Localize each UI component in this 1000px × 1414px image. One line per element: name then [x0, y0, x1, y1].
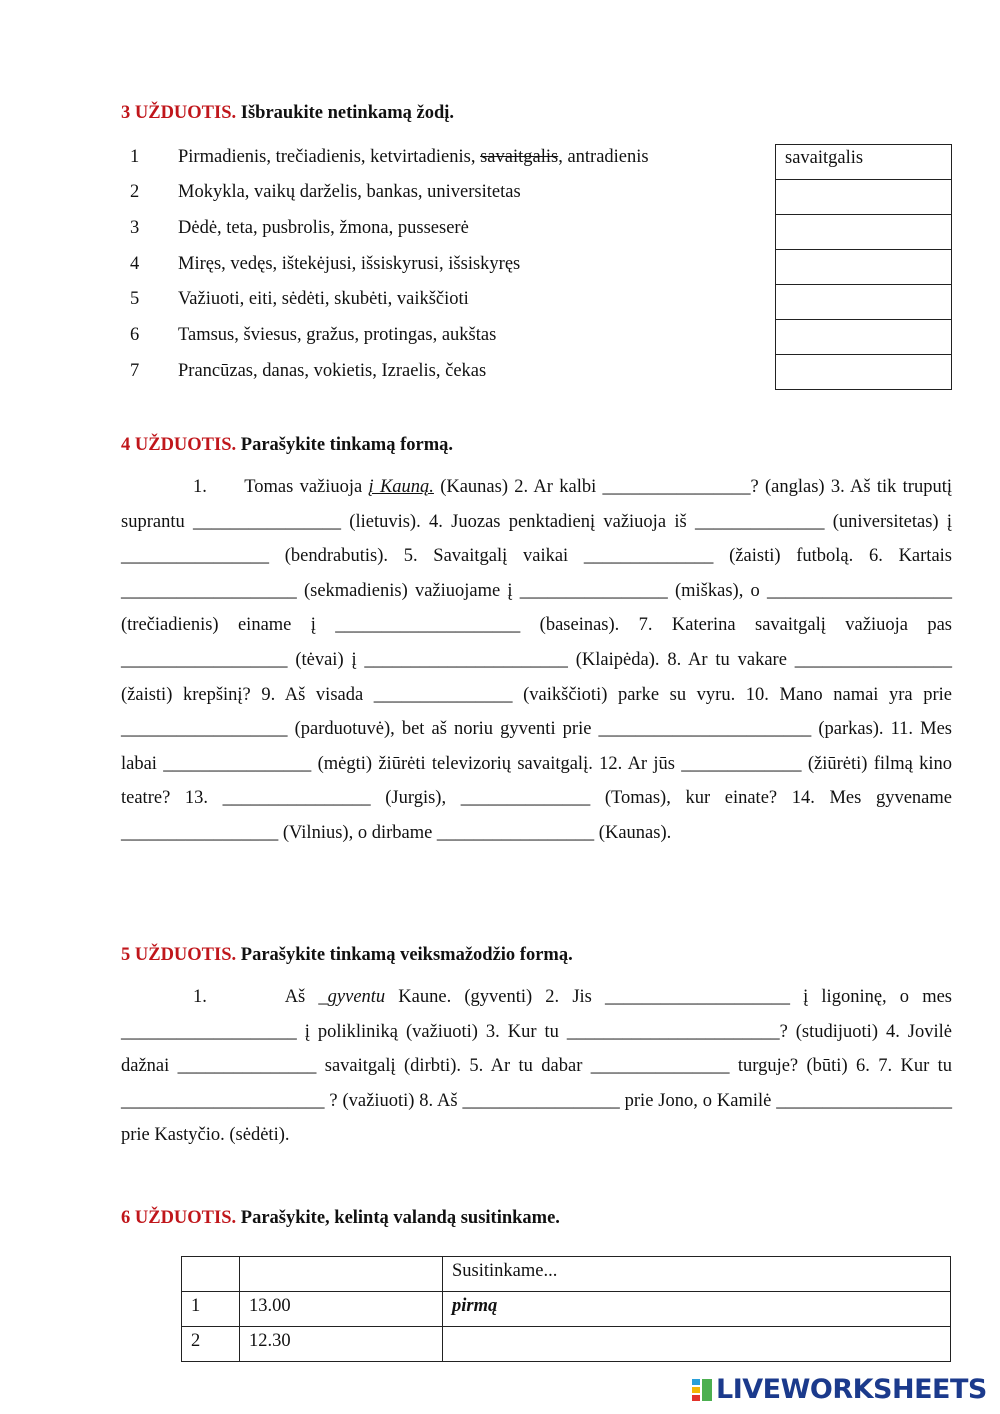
ex4-example-answer[interactable]: į Kauną. — [368, 477, 434, 497]
ex4-instruction: Parašykite tinkamą formą. — [240, 435, 453, 455]
ex3-instruction: Išbraukite netinkamą žodį. — [240, 103, 455, 123]
ex3-answer-field[interactable] — [776, 250, 952, 285]
ex3-row-text[interactable]: Mokykla, vaikų darželis, bankas, universitetas — [178, 182, 521, 202]
ex4-paragraph — [121, 470, 952, 851]
ex4-heading — [121, 435, 453, 456]
ex3-answer-field[interactable] — [776, 320, 952, 355]
row-number-cell: 2 — [182, 1327, 240, 1362]
ex3-row-text[interactable]: Tamsus, šviesus, gražus, protingas, aukštas — [178, 325, 497, 345]
ex3-row-text[interactable]: Prancūzas, danas, vokietis, Izraelis, čekas — [178, 361, 487, 381]
answer-cell[interactable]: pirmą — [443, 1292, 951, 1327]
time-cell: 13.00 — [240, 1292, 443, 1327]
liveworksheets-logo-icon — [692, 1377, 714, 1403]
ex5-text-part: Aš — [284, 987, 319, 1007]
ex3-task-label: 3 UŽDUOTIS. — [121, 103, 237, 123]
ex3-row-number: 2 — [130, 182, 140, 202]
table-header-cell — [240, 1257, 443, 1292]
ex5-heading — [121, 945, 573, 966]
ex3-answer-field[interactable] — [776, 215, 952, 250]
ex4-task-label: 4 UŽDUOTIS. — [121, 435, 237, 455]
ex3-row-text[interactable]: Miręs, vedęs, ištekėjusi, išsiskyrusi, išsiskyręs — [178, 254, 521, 274]
time-cell: 12.30 — [240, 1327, 443, 1362]
ex3-row-number: 7 — [130, 361, 140, 381]
ex3-row-text-part: , antradienis — [558, 147, 649, 167]
ex3-answer-field[interactable] — [776, 355, 952, 390]
ex3-row-text-part: Pirmadienis, trečiadienis, ketvirtadienis, — [178, 147, 481, 167]
ex6-time-table — [181, 1256, 951, 1362]
liveworksheets-logo[interactable] — [692, 1374, 987, 1406]
table-header-row — [182, 1257, 951, 1292]
ex3-row-number: 4 — [130, 254, 140, 274]
table-header-cell: Susitinkame... — [443, 1257, 951, 1292]
ex3-row-number: 5 — [130, 289, 140, 309]
ex3-row-number: 6 — [130, 325, 140, 345]
ex3-row-text[interactable]: Važiuoti, eiti, sėdėti, skubėti, vaikščioti — [178, 289, 469, 309]
ex3-answer-field[interactable] — [776, 180, 952, 215]
logo-text: LIVEWORKSHEETS — [716, 1374, 987, 1405]
table-row — [182, 1327, 951, 1362]
ex3-row-number: 1 — [130, 147, 140, 167]
ex4-lead-number: 1. — [193, 477, 207, 497]
row-number-cell: 1 — [182, 1292, 240, 1327]
ex3-row-text — [178, 143, 649, 171]
table-header-cell — [182, 1257, 240, 1292]
ex3-row-text[interactable]: Dėdė, teta, pusbrolis, žmona, pusseserė — [178, 218, 469, 238]
ex5-example-answer[interactable]: _gyventu — [318, 987, 386, 1007]
ex3-answer-field[interactable] — [776, 285, 952, 320]
ex6-instruction: Parašykite, kelintą valandą susitinkame. — [240, 1208, 560, 1228]
ex4-text-part: Tomas važiuoja — [244, 477, 369, 497]
ex3-answer-field[interactable]: savaitgalis — [776, 145, 952, 180]
ex3-row-number: 3 — [130, 218, 140, 238]
answer-cell[interactable] — [443, 1327, 951, 1362]
table-row — [182, 1292, 951, 1327]
ex5-instruction: Parašykite tinkamą veiksmažodžio formą. — [240, 945, 573, 965]
ex4-text-part[interactable]: (Kaunas) 2. Ar kalbi ________________? (anglas) 3. Aš tik truputį suprantu ________________ (lietuvis). 4. Juozas penktadienį važiuoja iš ______________ (universitetas) į ________________ (bendrabutis). 5. Savaitgalį vaikai ______________ (žaisti) futbolą. 6. Kartais ___________________ (sekmadienis) važiuojame į ________________ (miškas), o ____________________ (trečiadienis) einame į ____________________ (baseinas). 7. Katerina savaitgalį važiuoja pas __________________ (tėvai) į ______________________ (Klaipėda). 8. Ar tu vakare _________________ (žaisti) krepšinį? 9. Aš visada _______________ (vaikščioti) parke su vyru. 10. Mano namai yra prie __________________ (parduotuvė), bet aš noriu gyventi prie _______________________ (parkas). 11. Mes labai ________________ (mėgti) žiūrėti televizorių savaitgalį. 12. Ar jūs _____________ (žiūrėti) filmą kino teatre? 13. ________________ (Jurgis), ______________ (Tomas), kur einate? 14. Mes gyvename _________________ (Vilnius), o dirbame _________________ (Kaunas). — [121, 477, 952, 843]
ex3-heading — [121, 103, 454, 124]
ex3-answer-table — [775, 144, 952, 390]
ex5-text-part[interactable]: Kaune. (gyventi) 2. Jis ____________________ į ligoninę, o mes ___________________ į polikliniką (važiuoti) 3. Kur tu _______________________? (studijuoti) 4. Jovilė dažnai _______________ savaitgalį (dirbti). 5. Ar tu dabar _______________ turguje? (būti) 6. 7. Kur tu ______________________ ? (važiuoti) 8. Aš _________________ prie Jono, o Kamilė ___________________ prie Kastyčio. (sėdėti). — [121, 987, 952, 1146]
ex5-paragraph — [121, 980, 952, 1153]
ex6-heading — [121, 1208, 560, 1229]
ex6-task-label: 6 UŽDUOTIS. — [121, 1208, 237, 1228]
ex5-lead-number: 1. — [193, 987, 207, 1007]
struck-word[interactable]: savaitgalis — [480, 147, 559, 167]
ex5-task-label: 5 UŽDUOTIS. — [121, 945, 237, 965]
